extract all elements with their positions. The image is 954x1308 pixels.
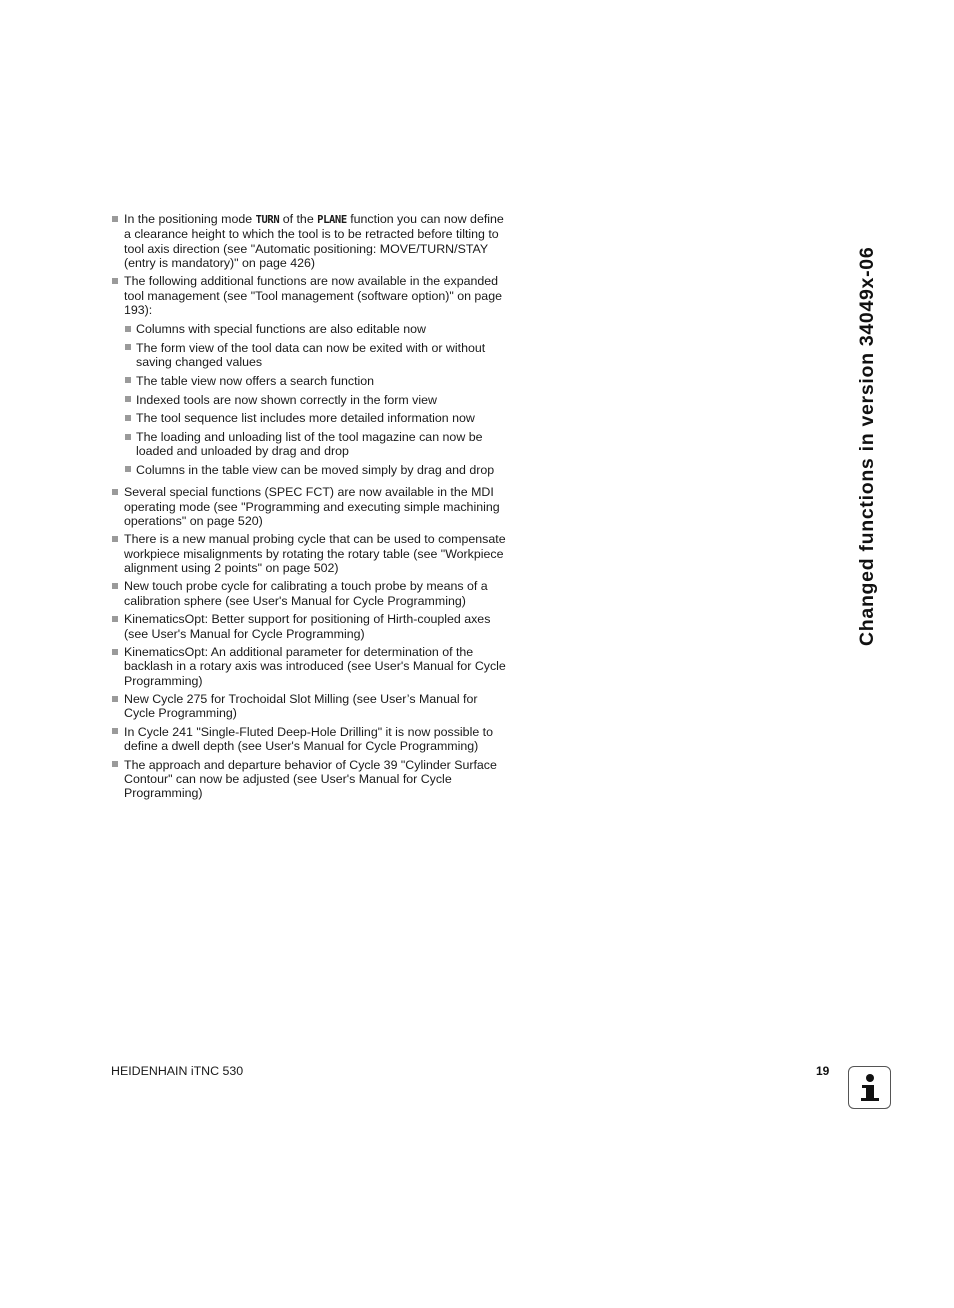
list-item bbox=[111, 645, 511, 688]
square-bullet-icon bbox=[112, 216, 118, 222]
list-item bbox=[111, 485, 511, 528]
square-bullet-icon bbox=[125, 344, 131, 350]
keyword-plane: PLANE bbox=[317, 214, 347, 226]
sub-list-item bbox=[124, 341, 511, 370]
square-bullet-icon bbox=[112, 728, 118, 734]
item-text-mid: of the bbox=[279, 212, 318, 226]
sub-list-item bbox=[124, 430, 511, 459]
page-number: 19 bbox=[816, 1064, 830, 1078]
item-text: In Cycle 241 "Single-Fluted Deep-Hole Drilling" it is now possible to define a dwell depth (see User's Manual for Cycle Programming) bbox=[124, 724, 493, 754]
list-item bbox=[111, 532, 511, 575]
item-text: Several special functions (SPEC FCT) are now available in the MDI operating mode (see "Programming and executing simple machining operations" on page 520) bbox=[124, 485, 500, 528]
square-bullet-icon bbox=[125, 434, 131, 440]
square-bullet-icon bbox=[112, 761, 118, 767]
list-item bbox=[111, 725, 511, 754]
square-bullet-icon bbox=[125, 466, 131, 472]
square-bullet-icon bbox=[125, 326, 131, 332]
item-text: The following additional functions are now available in the expanded tool management (see "Tool management (software option)" on page 193): bbox=[124, 274, 502, 317]
square-bullet-icon bbox=[125, 396, 131, 402]
item-text-post: function you can now define a clearance height to which the tool is to be retracted before tilting to tool axis direction (see "Automatic positioning: MOVE/TURN/STAY (entry is mandatory)" on page 426) bbox=[124, 212, 504, 270]
square-bullet-icon bbox=[125, 377, 131, 383]
sub-item-text: The loading and unloading list of the tool magazine can now be loaded and unloaded by drag and drop bbox=[136, 430, 483, 459]
sub-list-item bbox=[124, 411, 511, 425]
sub-list-item bbox=[124, 463, 511, 477]
list-item bbox=[111, 692, 511, 721]
list-item bbox=[111, 579, 511, 608]
list-item bbox=[111, 212, 511, 270]
square-bullet-icon bbox=[112, 536, 118, 542]
square-bullet-icon bbox=[125, 415, 131, 421]
info-icon-serif-bottom bbox=[861, 1098, 879, 1101]
sub-item-text: Indexed tools are now shown correctly in the form view bbox=[136, 392, 437, 407]
keyword-turn: TURN bbox=[255, 214, 280, 226]
list-item bbox=[111, 758, 511, 801]
sub-item-text: The form view of the tool data can now be exited with or without saving changed values bbox=[136, 340, 486, 370]
info-icon-dot bbox=[866, 1074, 874, 1082]
sub-list-item bbox=[124, 322, 511, 336]
sub-item-text: The table view now offers a search function bbox=[136, 373, 375, 388]
sub-list-item bbox=[124, 374, 511, 388]
info-icon bbox=[848, 1066, 891, 1109]
item-text: New Cycle 275 for Trochoidal Slot Milling (see User’s Manual for Cycle Programming) bbox=[124, 692, 478, 721]
chapter-side-title: Changed functions in version 34049x-06 bbox=[856, 246, 878, 646]
sub-list-item bbox=[124, 393, 511, 407]
item-text: KinematicsOpt: An additional parameter for determination of the backlash in a rotary axis was introduced (see User's Manual for Cycle Programming) bbox=[124, 645, 506, 688]
square-bullet-icon bbox=[112, 278, 118, 284]
square-bullet-icon bbox=[112, 649, 118, 655]
item-text: The approach and departure behavior of Cycle 39 "Cylinder Surface Contour" can now be adjusted (see User's Manual for Cycle Programming) bbox=[124, 757, 497, 801]
footer-product-name: HEIDENHAIN iTNC 530 bbox=[111, 1064, 244, 1078]
list-item bbox=[111, 274, 511, 477]
item-text: New touch probe cycle for calibrating a touch probe by means of a calibration sphere (see User's Manual for Cycle Programming) bbox=[124, 579, 488, 608]
square-bullet-icon bbox=[112, 696, 118, 702]
sub-item-text: The tool sequence list includes more detailed information now bbox=[136, 411, 475, 426]
item-text: KinematicsOpt: Better support for positioning of Hirth-coupled axes (see User's Manual for Cycle Programming) bbox=[124, 612, 491, 641]
square-bullet-icon bbox=[112, 583, 118, 589]
main-content bbox=[111, 212, 511, 805]
list-item bbox=[111, 612, 511, 641]
square-bullet-icon bbox=[112, 489, 118, 495]
item-text: There is a new manual probing cycle that can be used to compensate workpiece misalignments by rotating the rotary table (see "Workpiece alignment using 2 points" on page 502) bbox=[124, 532, 506, 575]
sub-list bbox=[124, 322, 511, 477]
sub-item-text: Columns with special functions are also editable now bbox=[136, 322, 426, 337]
square-bullet-icon bbox=[112, 616, 118, 622]
item-text-pre: In the positioning mode bbox=[124, 212, 256, 226]
sub-item-text: Columns in the table view can be moved simply by drag and drop bbox=[136, 462, 495, 477]
